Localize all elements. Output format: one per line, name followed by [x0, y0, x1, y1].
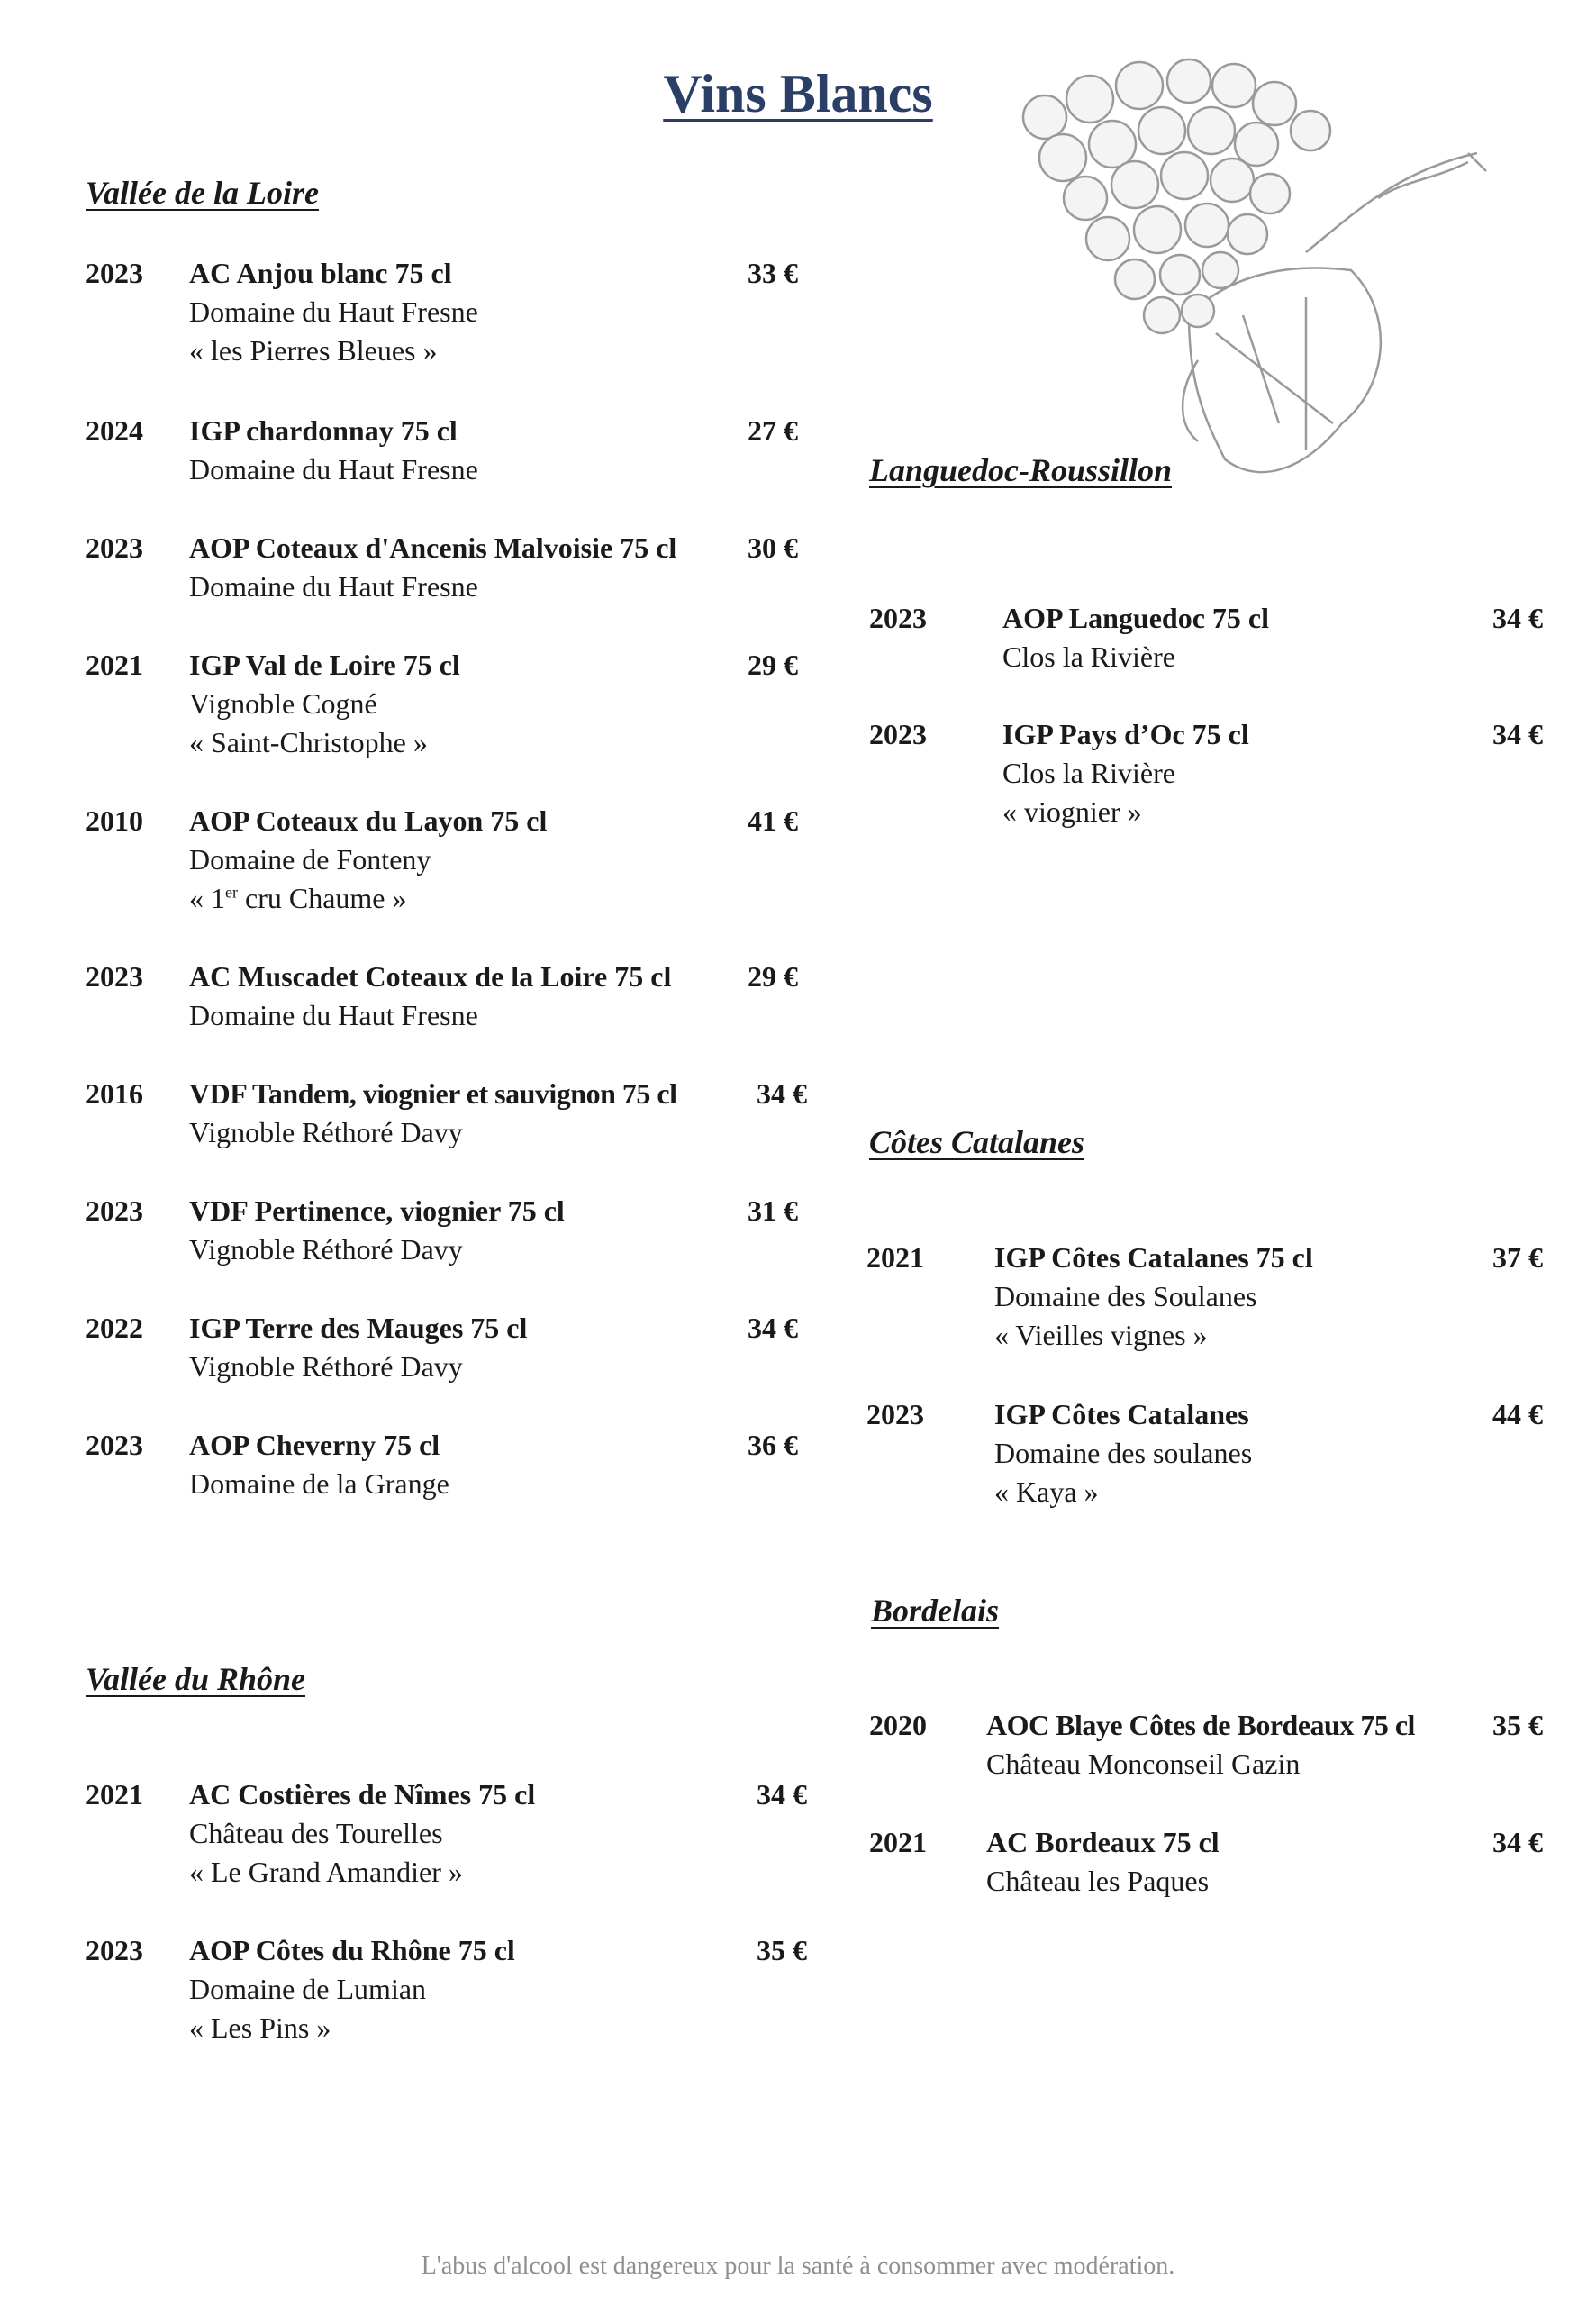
wine-price: 34 €	[1492, 718, 1543, 750]
wine-price: 36 €	[748, 1429, 798, 1461]
wine-price: 35 €	[1492, 1709, 1543, 1741]
wine-price: 30 €	[748, 531, 798, 564]
wine-year: 2021	[866, 1241, 924, 1274]
wine-cuvee: « Saint-Christophe »	[189, 726, 428, 758]
wine-name: VDF Tandem, viognier et sauvignon 75 cl	[189, 1077, 677, 1110]
wine-cuvee: « Le Grand Amandier »	[189, 1856, 463, 1888]
wine-name: AC Muscadet Coteaux de la Loire 75 cl	[189, 960, 672, 993]
wine-producer: Clos la Rivière	[1002, 757, 1175, 789]
wine-name: AOP Cheverny 75 cl	[189, 1429, 440, 1461]
wine-price: 37 €	[1492, 1241, 1543, 1274]
wine-year: 2022	[86, 1312, 143, 1344]
wine-producer: Château les Paques	[986, 1865, 1210, 1897]
wine-name: IGP Val de Loire 75 cl	[189, 649, 460, 681]
wine-price: 41 €	[748, 804, 798, 837]
wine-name: AOP Coteaux du Layon 75 cl	[189, 804, 548, 837]
wine-price: 31 €	[748, 1194, 798, 1227]
wine-year: 2023	[86, 1194, 143, 1227]
wine-name: AOP Coteaux d'Ancenis Malvoisie 75 cl	[189, 531, 677, 564]
wine-cuvee: « les Pierres Bleues »	[189, 334, 438, 367]
wine-producer: Château des Tourelles	[189, 1817, 443, 1849]
wine-year: 2023	[869, 602, 927, 634]
wine-price: 34 €	[1492, 1826, 1543, 1858]
wine-year: 2016	[86, 1077, 143, 1110]
wine-name: AOC Blaye Côtes de Bordeaux 75 cl	[986, 1709, 1415, 1741]
wine-year: 2023	[86, 960, 143, 993]
wine-year: 2023	[869, 718, 927, 750]
wine-producer: Vignoble Réthoré Davy	[189, 1233, 463, 1266]
wine-year: 2024	[86, 414, 143, 447]
wine-price: 33 €	[748, 257, 798, 289]
wine-name: AOP Côtes du Rhône 75 cl	[189, 1934, 515, 1966]
wine-year: 2023	[86, 531, 143, 564]
wine-year: 2010	[86, 804, 143, 837]
wine-price: 35 €	[757, 1934, 807, 1966]
wine-price: 29 €	[748, 649, 798, 681]
wine-producer: Domaine de Lumian	[189, 1973, 427, 2005]
wine-producer: Domaine du Haut Fresne	[189, 570, 478, 603]
wine-cuvee: « Kaya »	[994, 1475, 1099, 1508]
wine-price: 34 €	[748, 1312, 798, 1344]
wine-name: VDF Pertinence, viognier 75 cl	[189, 1194, 565, 1227]
wine-price: 29 €	[748, 960, 798, 993]
page-title: Vins Blancs	[663, 64, 933, 123]
section-title-loire: Vallée de la Loire	[86, 175, 319, 211]
wine-cuvee: « Les Pins »	[189, 2011, 331, 2044]
wine-year: 2023	[86, 257, 143, 289]
wine-name: AC Costières de Nîmes 75 cl	[189, 1778, 536, 1811]
wine-price: 34 €	[757, 1778, 807, 1811]
wine-name: IGP chardonnay 75 cl	[189, 414, 458, 447]
wine-producer: Domaine de Fonteny	[189, 843, 431, 876]
section-title-catalanes: Côtes Catalanes	[869, 1124, 1085, 1160]
wine-year: 2020	[869, 1709, 927, 1741]
wine-year: 2021	[869, 1826, 927, 1858]
wine-producer: Domaine du Haut Fresne	[189, 295, 478, 328]
section-title-bordelais: Bordelais	[871, 1593, 1000, 1629]
wine-price: 34 €	[757, 1077, 807, 1110]
wine-year: 2023	[866, 1398, 924, 1430]
wine-producer: Vignoble Réthoré Davy	[189, 1116, 463, 1148]
wine-cuvee: « Vieilles vignes »	[994, 1319, 1208, 1351]
wine-price: 34 €	[1492, 602, 1543, 634]
wine-producer: Domaine des Soulanes	[994, 1280, 1257, 1312]
wine-cuvee: « 1er cru Chaume »	[189, 882, 407, 914]
wine-name: IGP Terre des Mauges 75 cl	[189, 1312, 528, 1344]
wine-producer: Domaine des soulanes	[994, 1437, 1253, 1469]
wine-producer: Vignoble Réthoré Davy	[189, 1350, 463, 1383]
section-title-languedoc: Languedoc-Roussillon	[869, 452, 1173, 488]
health-disclaimer: L'abus d'alcool est dangereux pour la santé à consommer avec modération.	[421, 2252, 1175, 2280]
wine-cuvee: « viognier »	[1002, 795, 1142, 828]
wine-name: IGP Côtes Catalanes	[994, 1398, 1249, 1430]
section-title-rhone: Vallée du Rhône	[86, 1661, 306, 1697]
wine-price: 44 €	[1492, 1398, 1543, 1430]
wine-producer: Clos la Rivière	[1002, 640, 1175, 673]
wine-producer: Château Monconseil Gazin	[986, 1748, 1301, 1780]
wine-year: 2023	[86, 1429, 143, 1461]
wine-name: AC Anjou blanc 75 cl	[189, 257, 452, 289]
wine-producer: Domaine du Haut Fresne	[189, 453, 478, 486]
wine-year: 2021	[86, 649, 143, 681]
wine-year: 2021	[86, 1778, 143, 1811]
grapes-icon	[1009, 45, 1495, 504]
wine-name: IGP Côtes Catalanes 75 cl	[994, 1241, 1313, 1274]
wine-name: AOP Languedoc 75 cl	[1002, 602, 1270, 634]
wine-producer: Domaine de la Grange	[189, 1467, 449, 1500]
wine-name: AC Bordeaux 75 cl	[986, 1826, 1220, 1858]
wine-name: IGP Pays d’Oc 75 cl	[1002, 718, 1249, 750]
wine-producer: Domaine du Haut Fresne	[189, 999, 478, 1031]
wine-year: 2023	[86, 1934, 143, 1966]
wine-producer: Vignoble Cogné	[189, 687, 377, 720]
wine-price: 27 €	[748, 414, 798, 447]
